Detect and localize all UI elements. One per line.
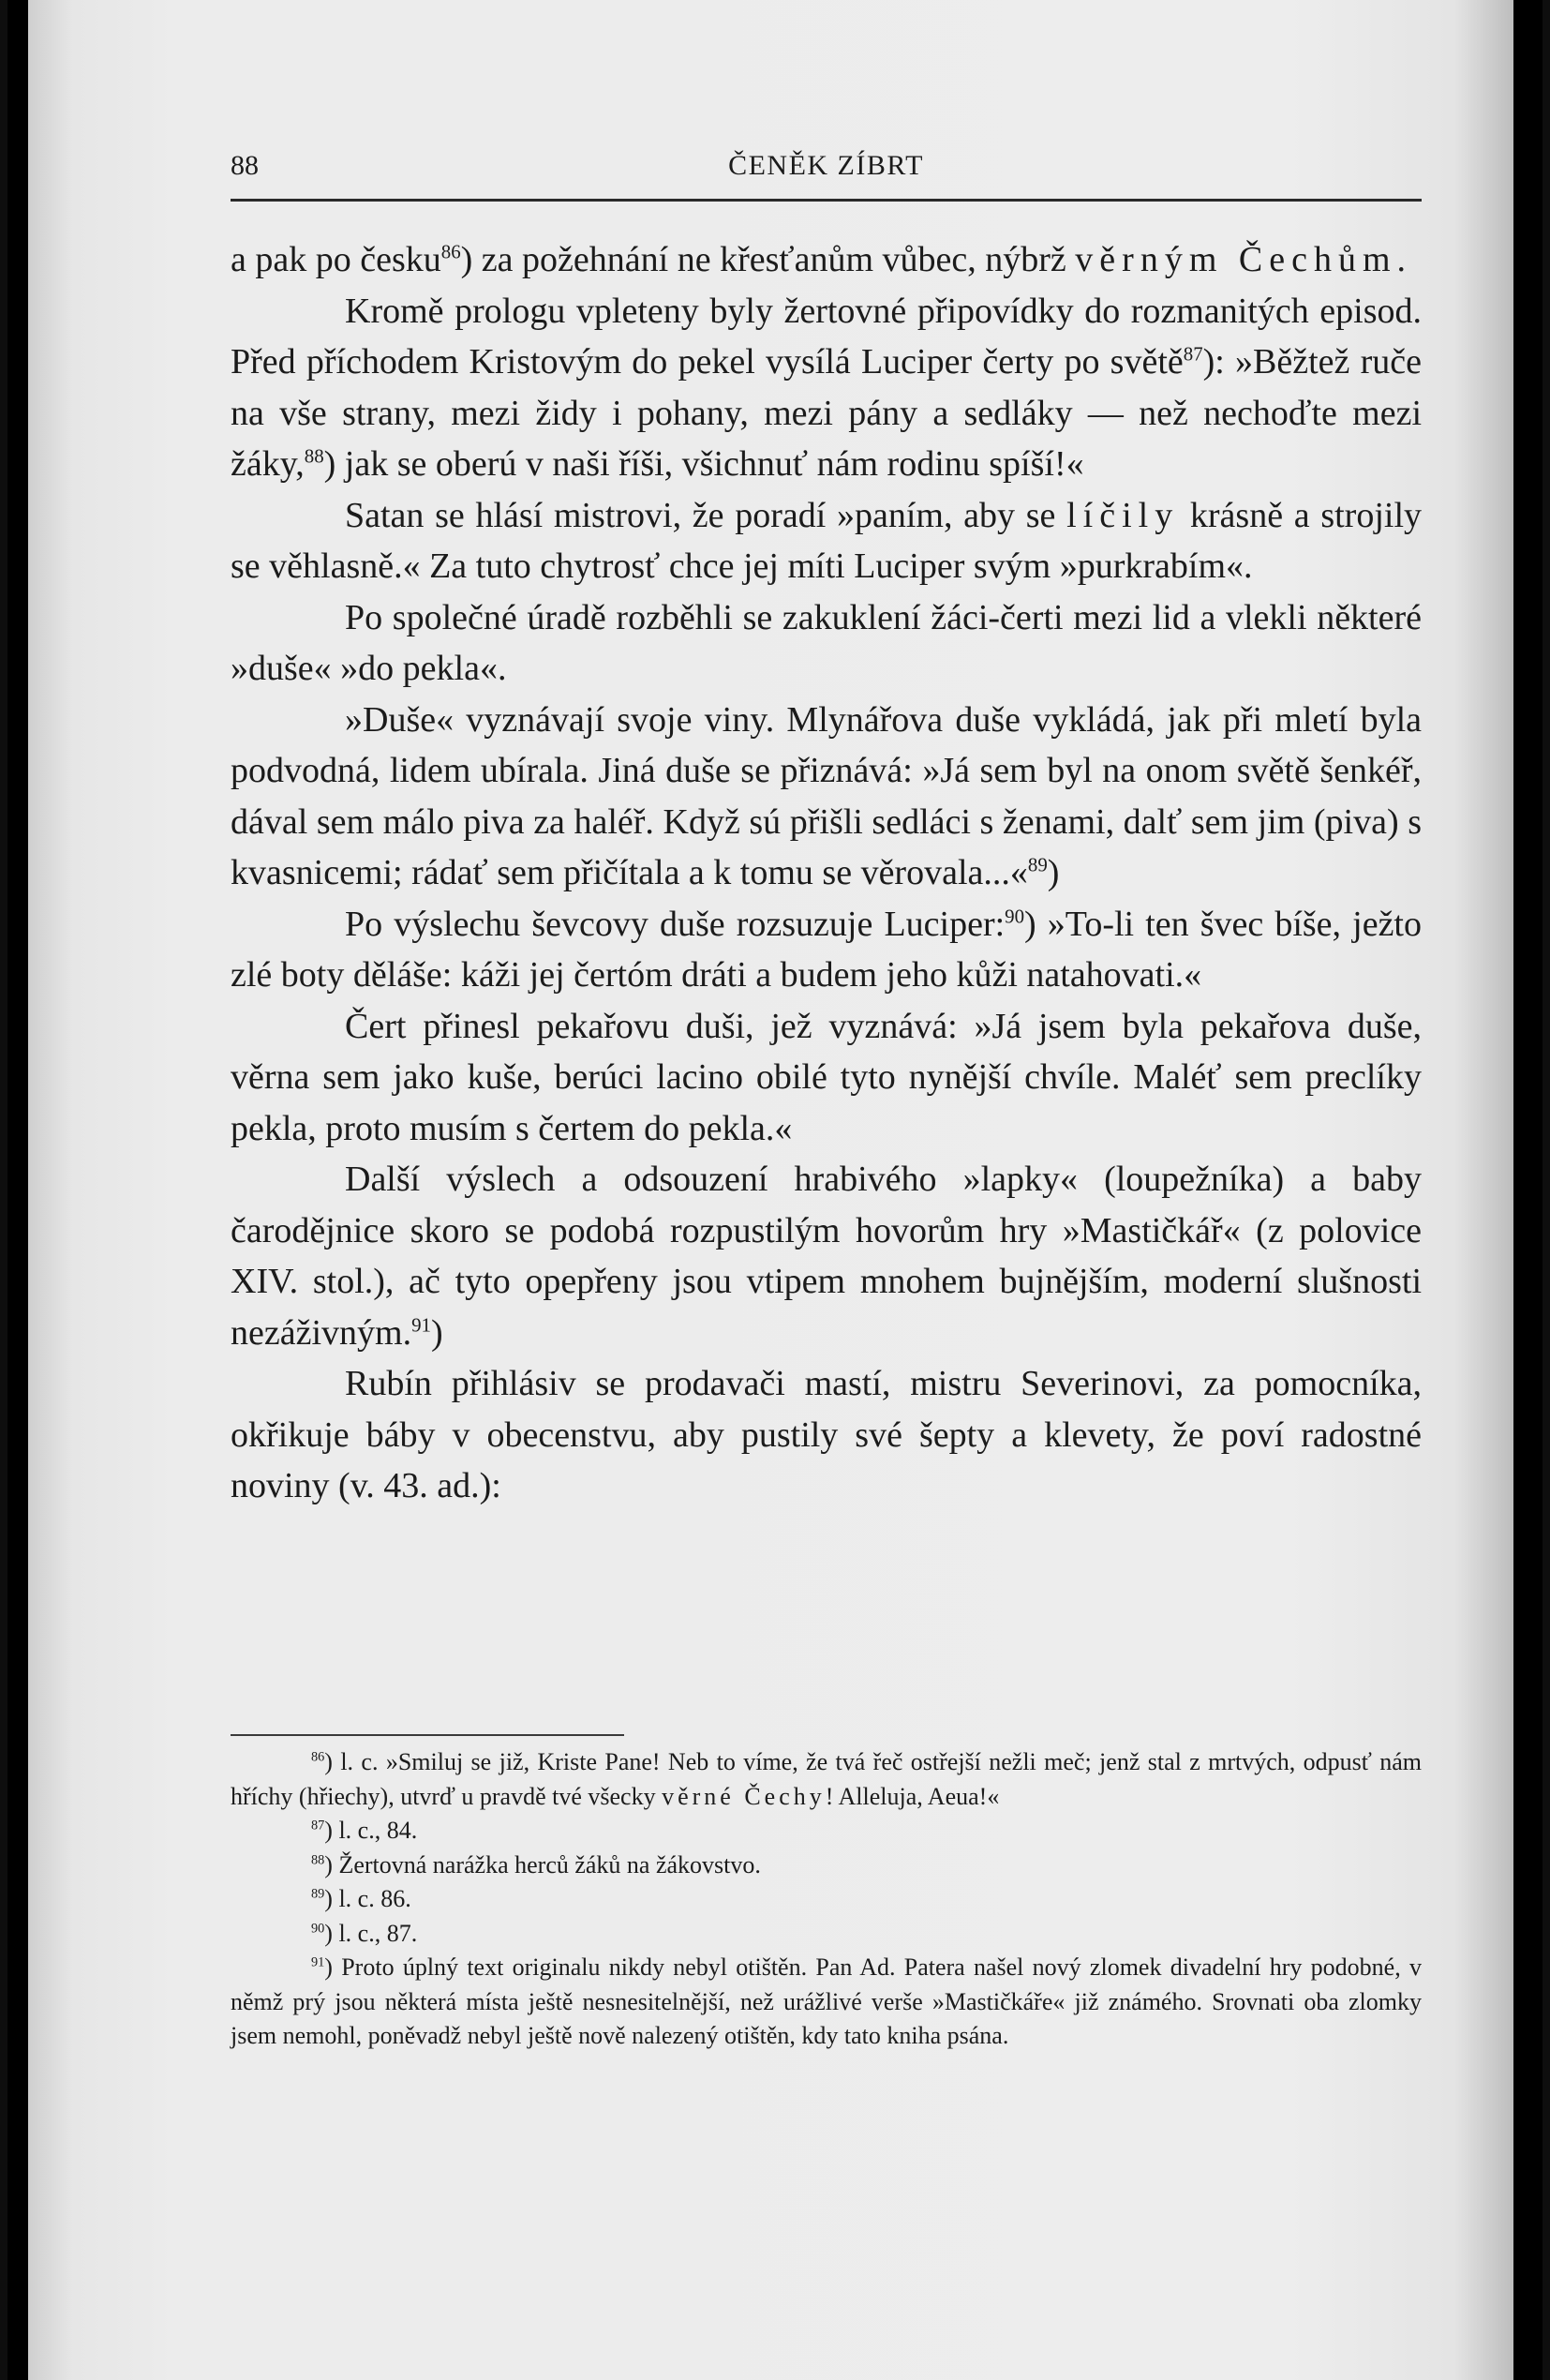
paragraph-3: Satan se hlásí mistrovi, že poradí »paním, aby se líčily krásně a strojily se věhlasně.« Za tuto chytrosť chce jej míti Luciper svým »purkrabím«. [231, 495, 1422, 586]
paragraph-2: Kromě prologu vpleteny byly žertovné připovídky do rozmanitých episod. Před příchodem Kristovým do pekel vysílá Luciper čerty po světě$^{87}$): »Běžtež ruče na vše strany, mezi židy i pohany, mezi pány a sedláky — než nechoďte mezi žáky,$^{88}$) jak se oberú v naši říši, všichnuť nám rodinu spíší!« [231, 291, 1423, 484]
scan-background [7, 0, 1543, 2380]
paragraph-5: »Duše« vyznávají svoje viny. Mlynářova duše vykládá, jak při mletí byla podvodná, lidem ubírala. Jiná duše se přiznává: »Já sem byl na onom světě šenkéř, dával sem málo piva za haléř. Když sú přišli sedláci s ženami, dalť sem jim (piva) s kvasnicemi; rádať sem přičítala a k tomu se věrovala...«$^{89}$) [231, 699, 1422, 892]
paragraph-7: Čert přinesl pekařovu duši, jež vyznává: »Já jsem byla pekařova duše, věrna sem jako kuše, berúci lacino obilé tyto nynější chvíle. Maléť sem preclíky pekla, proto musím s čertem do pekla.« [231, 1006, 1422, 1148]
footnote-ref: 88 [304, 444, 324, 468]
spaced-emphasis: věrným Čechům [1075, 240, 1397, 279]
page-number: 88 [231, 150, 259, 181]
page-header [231, 150, 1422, 195]
paragraph-6: Po výslechu ševcovy duše rozsuzuje Luciper:$^{90}$) »To-li ten švec bíše, ježto zlé boty děláše: káži jej čertóm dráti a budem jeho kůži natahovati.« [231, 904, 1422, 995]
paragraph-1: a pak po česku$^{86}$) za požehnání ne křesťanům vůbec, nýbrž věrným Čechům. [231, 240, 1407, 279]
footnote-87: $^{87}$) l. c., 84. [311, 1817, 418, 1844]
footnote-ref: 91 [411, 1312, 431, 1336]
footnote-ref: 89 [1027, 853, 1048, 876]
footnote-89: $^{89}$) l. c. 86. [311, 1885, 411, 1912]
body-text [231, 234, 1422, 1512]
footnote-90: $^{90}$) l. c., 87. [311, 1919, 418, 1947]
footnote-ref: 87 [1183, 342, 1203, 366]
footnotes [231, 1745, 1422, 2054]
spaced-emphasis: věrné Čechy [662, 1782, 826, 1810]
paragraph-8: Další výslech a odsouzení hrabivého »lapky« (loupežníka) a baby čarodějnice skoro se podobá rozpustilým hovorům hry »Mastičkář« (z polovice XIV. stol.), ač tyto opepřeny jsou vtipem mnohem bujnějším, moderní slušnosti nezáživným.$^{91}$) [231, 1160, 1422, 1353]
running-head: ČENĚK ZÍBRT [728, 150, 924, 181]
header-rule [231, 199, 1422, 202]
footnote-ref: 90 [1005, 904, 1025, 927]
spaced-emphasis: líčily [1066, 495, 1180, 535]
paragraph-4: Po společné úradě rozběhli se zakuklení žáci-čerti mezi lid a vlekli některé »duše« »do pekla«. [231, 597, 1422, 688]
footnote-rule [231, 1734, 624, 1736]
paragraph-9: Rubín přihlásiv se prodavači mastí, mistru Severinovi, za pomocníka, okřikuje báby v obecenstvu, aby pustily své šepty a klevety, že poví radostné noviny (v. 43. ad.): [231, 1364, 1422, 1505]
footnote-91: $^{91}$) Proto úplný text originalu nikdy nebyl otištěn. Pan Ad. Patera našel nový zlomek divadelní hry podobné, v němž prý jsou některá místa ještě nesnesitelnější, než urážlivé verše »Mastičkáře« již známého. Srovnati oba zlomky jsem nemohl, poněvadž nebyl ještě nově nalezený otištěn, kdy tato kniha psána. [231, 1953, 1422, 2049]
footnote-86: $^{86}$) l. c. »Smiluj se již, Kriste Pane! Neb to víme, že tvá řeč ostřejší nežli meč; jenž stal z mrtvých, odpusť nám hříchy (hřiechy), utvrď u pravdě tvé všecky věrné Čechy! Alleluja, Aeua!« [231, 1748, 1422, 1810]
footnote-88: $^{88}$) Žertovná narážka herců žáků na žákovstvo. [311, 1850, 761, 1879]
footnote-ref: 86 [440, 240, 461, 263]
book-page [28, 0, 1513, 2380]
